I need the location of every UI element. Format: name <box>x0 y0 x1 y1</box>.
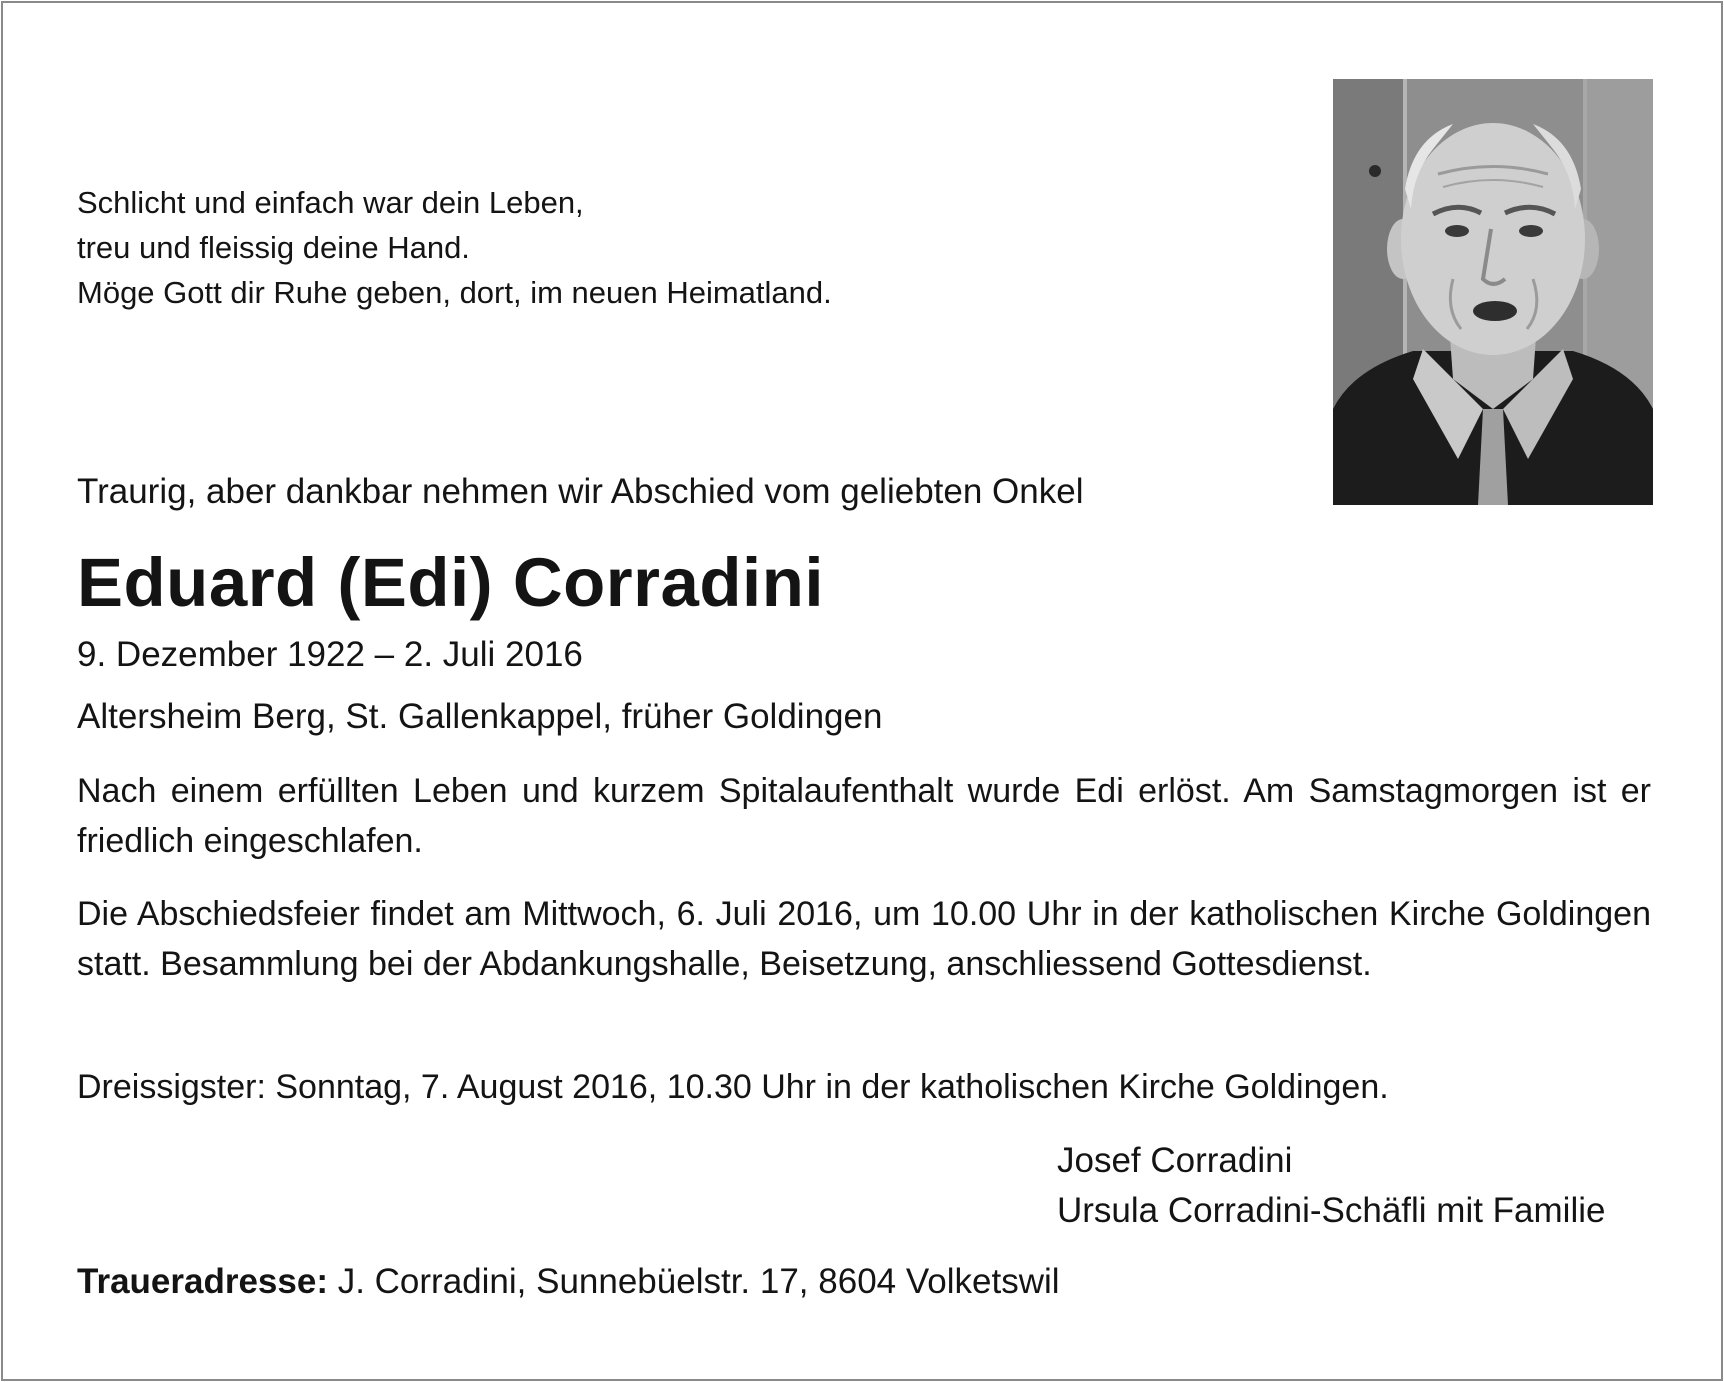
verse-line: Möge Gott dir Ruhe geben, dort, im neuen Heimatland. <box>77 275 832 310</box>
paragraph-memorial: Dreissigster: Sonntag, 7. August 2016, 10.30 Uhr in der katholischen Kirche Goldingen. <box>77 1068 1389 1106</box>
paragraph-passing: Nach einem erfüllten Leben und kurzem Spitalaufenthalt wurde Edi erlöst. Am Samstagmorgen ist er friedlich eingeschlafen. <box>77 772 1651 860</box>
address-value: J. Corradini, Sunnebüelstr. 17, 8604 Volketswil <box>327 1262 1060 1301</box>
portrait-photo <box>1333 79 1653 505</box>
verse <box>77 180 832 315</box>
intro-line: Traurig, aber dankbar nehmen wir Abschied vom geliebten Onkel <box>77 472 1084 511</box>
life-dates: 9. Dezember 1922 – 2. Juli 2016 <box>77 635 583 674</box>
deceased-name: Eduard (Edi) Corradini <box>77 544 825 621</box>
signer-name: Ursula Corradini-Schäfli mit Familie <box>1057 1191 1606 1230</box>
paragraph-ceremony: Die Abschiedsfeier findet am Mittwoch, 6. Juli 2016, um 10.00 Uhr in der katholischen Kirche Goldingen statt. Besammlung bei der Abdankungshalle, Beisetzung, anschliessend Gottesdienst. <box>77 895 1651 983</box>
address-label: Traueradresse: <box>77 1262 328 1301</box>
verse-line: Schlicht und einfach war dein Leben, <box>77 185 584 220</box>
signer-name: Josef Corradini <box>1057 1141 1293 1180</box>
residence: Altersheim Berg, St. Gallenkappel, früher Goldingen <box>77 697 883 736</box>
mourning-address <box>77 1260 1060 1304</box>
verse-line: treu und fleissig deine Hand. <box>77 230 470 265</box>
signers <box>1057 1136 1605 1236</box>
obituary-card <box>1 1 1723 1381</box>
